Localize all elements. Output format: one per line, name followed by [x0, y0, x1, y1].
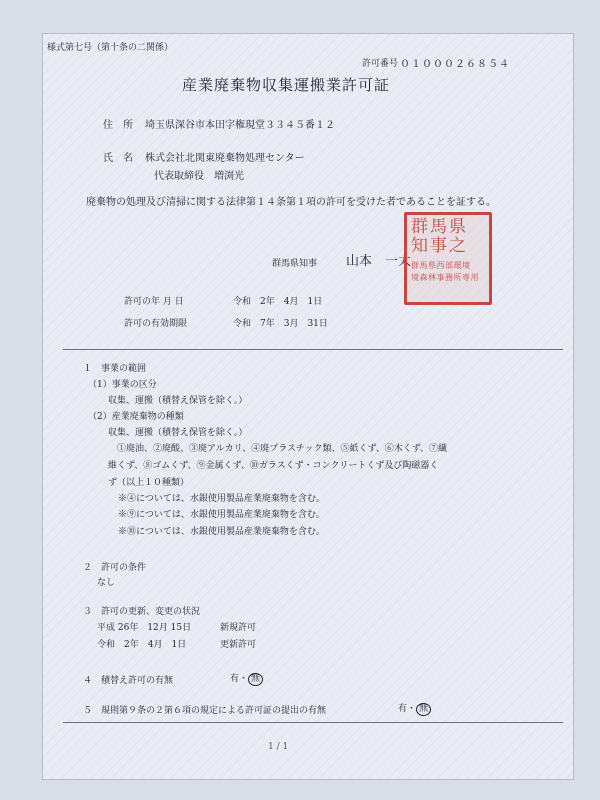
- section4-heading: ４ 積替え許可の有無: [83, 676, 174, 686]
- seal-text-3: 群馬県西部環境: [411, 261, 471, 270]
- note-2: ※⑨については、水銀使用製品産業廃棄物を含む。: [118, 510, 325, 520]
- waste-types-line2: 維くず、⑧ゴムくず、⑨金属くず、⑩ガラスくず・コンクリートくず及び陶磁器く: [108, 461, 439, 471]
- option-yes: 有: [230, 674, 240, 684]
- permit-date-label: 許可の年 月 日: [124, 297, 184, 307]
- document-title: 産業廃棄物収集運搬業許可証: [182, 76, 391, 94]
- permit-number: ０１０００２６８５４: [400, 59, 510, 70]
- seal-text-1: 群馬県: [411, 217, 468, 237]
- address-value: 埼玉県深谷市本田字権現堂３３４５番１２: [145, 120, 335, 131]
- name-label: 氏 名: [103, 153, 133, 164]
- issuer-name: 山本 一太: [346, 254, 412, 269]
- section3-heading: ３ 許可の更新、変更の状況: [83, 607, 201, 617]
- official-seal: [404, 212, 492, 305]
- seal-text-2: 知事之: [411, 236, 468, 256]
- address-label: 住 所: [103, 120, 133, 131]
- option-yes: 有: [398, 704, 408, 714]
- certification-text: 廃棄物の処理及び清掃に関する法律第１４条第１項の許可を受けた者であることを証する。: [86, 197, 496, 208]
- representative-name: 代表取締役 増渕光: [154, 171, 244, 182]
- seal-text-4: 境森林事務所専用: [411, 273, 479, 282]
- option-no-circled: 無: [416, 703, 431, 716]
- section2-text: なし: [97, 578, 116, 588]
- issuer-title: 群馬県知事: [272, 259, 318, 269]
- expiry-date: 令和 7年 3月 31日: [233, 319, 328, 329]
- permit-date: 令和 2年 4月 1日: [233, 297, 323, 307]
- section1-sub2-text: 収集、運搬（積替え保管を除く。）: [108, 428, 248, 438]
- section1-heading: １ 事業の範囲: [83, 364, 147, 374]
- option-no-circled: 無: [248, 673, 263, 686]
- update-status-1: 新規許可: [220, 623, 257, 633]
- page-number: 1 / 1: [268, 742, 289, 752]
- section2-heading: ２ 許可の条件: [83, 563, 147, 573]
- section1-sub1-heading: （1）事業の区分: [88, 380, 157, 390]
- note-1: ※④については、水銀使用製品産業廃棄物を含む。: [118, 494, 325, 504]
- company-name: 株式会社北関東廃棄物処理センター: [145, 153, 305, 164]
- option-separator: ・: [407, 704, 417, 714]
- expiry-label: 許可の有効期限: [124, 319, 188, 329]
- waste-types-line1: ①廃油、②廃酸、③廃アルカリ、④廃プラスチック類、⑤紙くず、⑥木くず、⑦繊: [117, 444, 448, 454]
- section1-sub2-heading: （2）産業廃棄物の種類: [88, 412, 184, 422]
- update-status-2: 更新許可: [220, 640, 257, 650]
- submission-options: [398, 701, 431, 716]
- permit-number-label: 許可番号: [362, 59, 399, 69]
- waste-types-line3: ず（以上１０種類）: [108, 478, 190, 488]
- update-date-2: 令和 2年 4月 1日: [97, 640, 187, 650]
- section1-sub1-text: 収集、運搬（積替え保管を除く。）: [108, 396, 248, 406]
- note-3: ※⑩については、水銀使用製品産業廃棄物を含む。: [118, 527, 325, 537]
- option-separator: ・: [239, 674, 249, 684]
- section5-heading: ５ 規則第９条の２第６項の規定による許可証の提出の有無: [83, 706, 327, 716]
- transfer-permit-options: [230, 671, 263, 686]
- update-date-1: 平成 26年 12月 15日: [97, 623, 192, 633]
- form-label: 様式第七号（第十条の二関係）: [47, 43, 174, 53]
